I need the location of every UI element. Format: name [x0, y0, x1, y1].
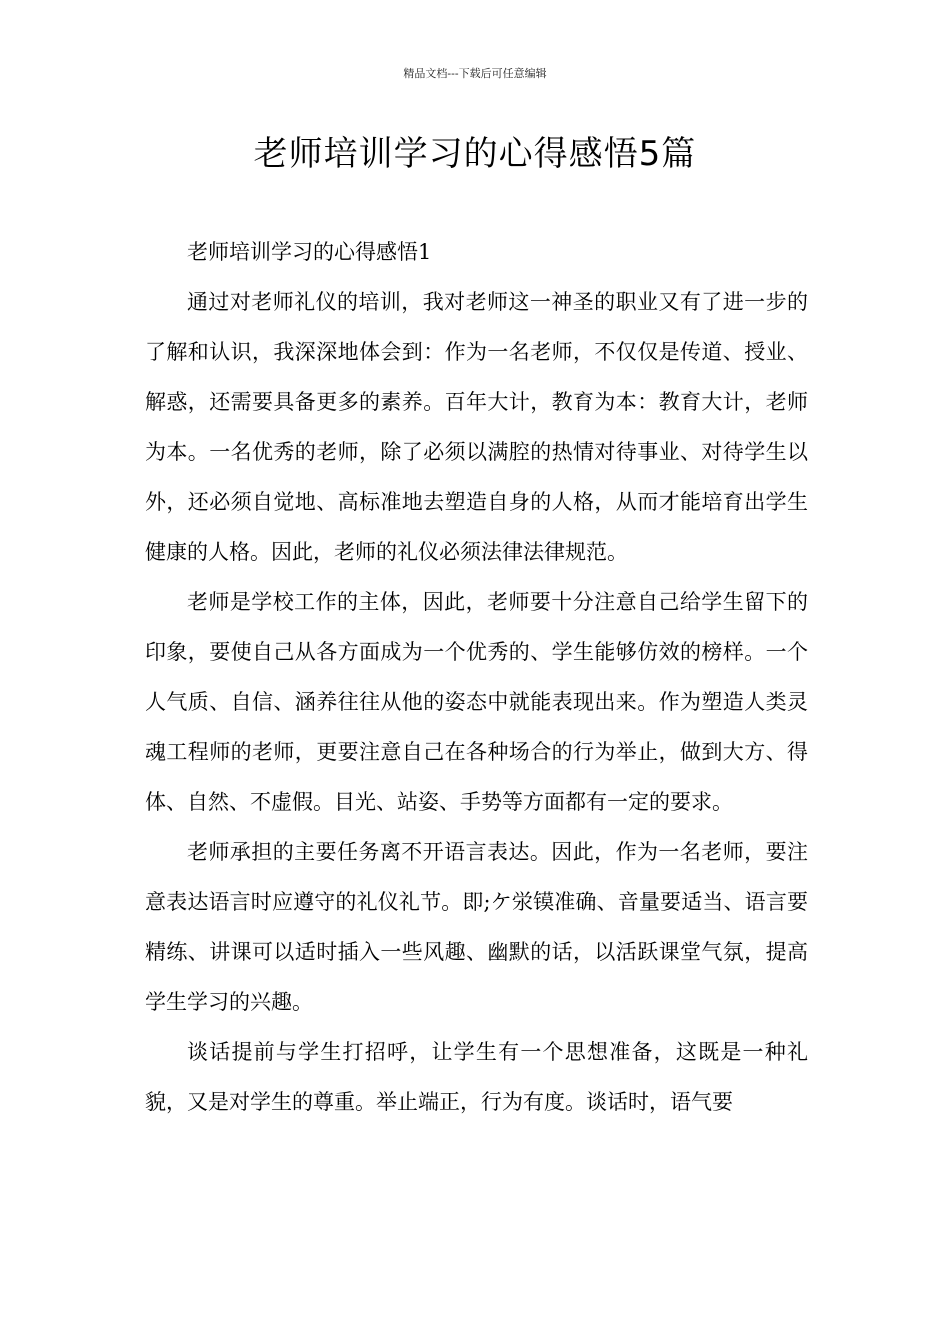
- document-body: [145, 227, 808, 1127]
- paragraph: 谈话提前与学生打招呼，让学生有一个思想准备，这既是一种礼貌，又是对学生的尊重。举止端正，行为有度。谈话时，语气要: [145, 1040, 808, 1114]
- document-title: 老师培训学习的心得感悟5篇: [253, 134, 697, 174]
- paragraph: 老师是学校工作的主体，因此，老师要十分注意自己给学生留下的印象，要使自己从各方面成为一个优秀的、学生能够仿效的榜样。一个人气质、自信、涵养往往从他的姿态中就能表现出来。作为塑造人类灵魂工程师的老师，更要注意自己在各种场合的行为举止，做到大方、得体、自然、不虚假。目光、站姿、手势等方面都有一定的要求。: [145, 590, 808, 814]
- header-note: 精品文档---下载后可任意编辑: [403, 67, 547, 80]
- paragraph: 通过对老师礼仪的培训，我对老师这一神圣的职业又有了进一步的了解和认识，我深深地体会到：作为一名老师，不仅仅是传道、授业、解惑，还需要具备更多的素养。百年大计，教育为本：教育大计，老师为本。一名优秀的老师，除了必须以满腔的热情对待事业、对待学生以外，还必须自觉地、高标准地去塑造自身的人格，从而才能培育出学生健康的人格。因此，老师的礼仪必须法律法律规范。: [145, 290, 808, 564]
- section-heading: 老师培训学习的心得感悟1: [187, 240, 432, 264]
- paragraph: 老师承担的主要任务离不开语言表达。因此，作为一名老师，要注意表达语言时应遵守的礼仪礼节。即;ケ泶镆准确、音量要适当、语言要精练、讲课可以适时插入一些风趣、幽默的话，以活跃课堂气氛，提高学生学习的兴趣。: [145, 840, 808, 1014]
